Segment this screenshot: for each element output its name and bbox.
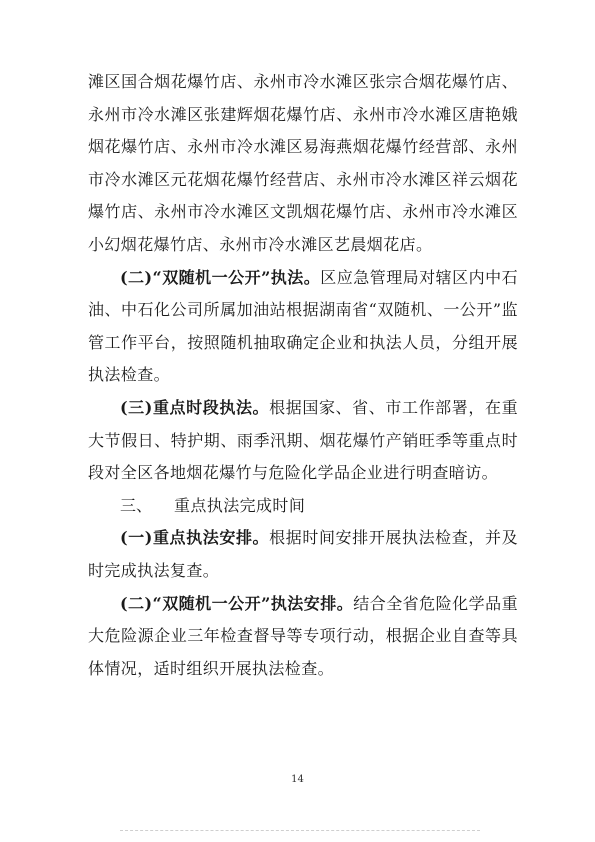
paragraph-double-random-schedule [88,588,518,686]
scan-edge-divider [120,830,480,833]
paragraph-key-period [88,392,518,490]
paragraph-text: 滩区国合烟花爆竹店、永州市冷水滩区张宗合烟花爆竹店、永州市冷水滩区张建辉烟花爆竹店、永州市冷水滩区唐艳娥烟花爆竹店、永州市冷水滩区易海燕烟花爆竹经营部、永州市冷水滩区元花烟花爆竹经营店、永州市冷水滩区祥云烟花爆竹店、永州市冷水滩区文凯烟花爆竹店、永州市冷水滩区小幻烟花爆竹店、永州市冷水滩区艺晨烟花店。 [88,72,518,254]
paragraph-text: 根据国家、省、市工作部署，在重大节假日、特护期、雨季汛期、烟花爆竹产销旺季等重点时段对全区各地烟花爆竹与危险化学品企业进行明查暗访。 [88,397,518,483]
paragraph-lead: (二)“双随机一公开”执法安排。 [120,593,354,613]
paragraph-key-schedule [88,522,518,587]
paragraph-text: 结合全省危险化学品重大危险源企业三年检查督导等专项行动，根据企业自查等具体情况，适时组织开展执法检查。 [88,593,518,678]
document-body [88,66,518,685]
paragraph-text: 区应急管理局对辖区内中石油、中石化公司所属加油站根据湖南省“双随机、一公开”监管工作平台，按照随机抽取确定企业和执法人员，分组开展执法检查。 [88,267,518,385]
paragraph-lead: (二)“双随机一公开”执法。 [120,267,321,287]
page-number: 14 [291,774,304,785]
paragraph-lead: (一)重点执法安排。 [120,528,270,548]
paragraph-text: 根据时间安排开展执法检查，并及时完成执法复查。 [88,528,518,580]
paragraph-double-random [88,262,518,392]
section-title: 重点执法完成时间 [174,495,306,515]
paragraph-continuation [88,66,518,262]
paragraph-lead: (三)重点时段执法。 [120,397,270,417]
section-heading [88,490,518,523]
section-number: 三、 [120,495,153,515]
